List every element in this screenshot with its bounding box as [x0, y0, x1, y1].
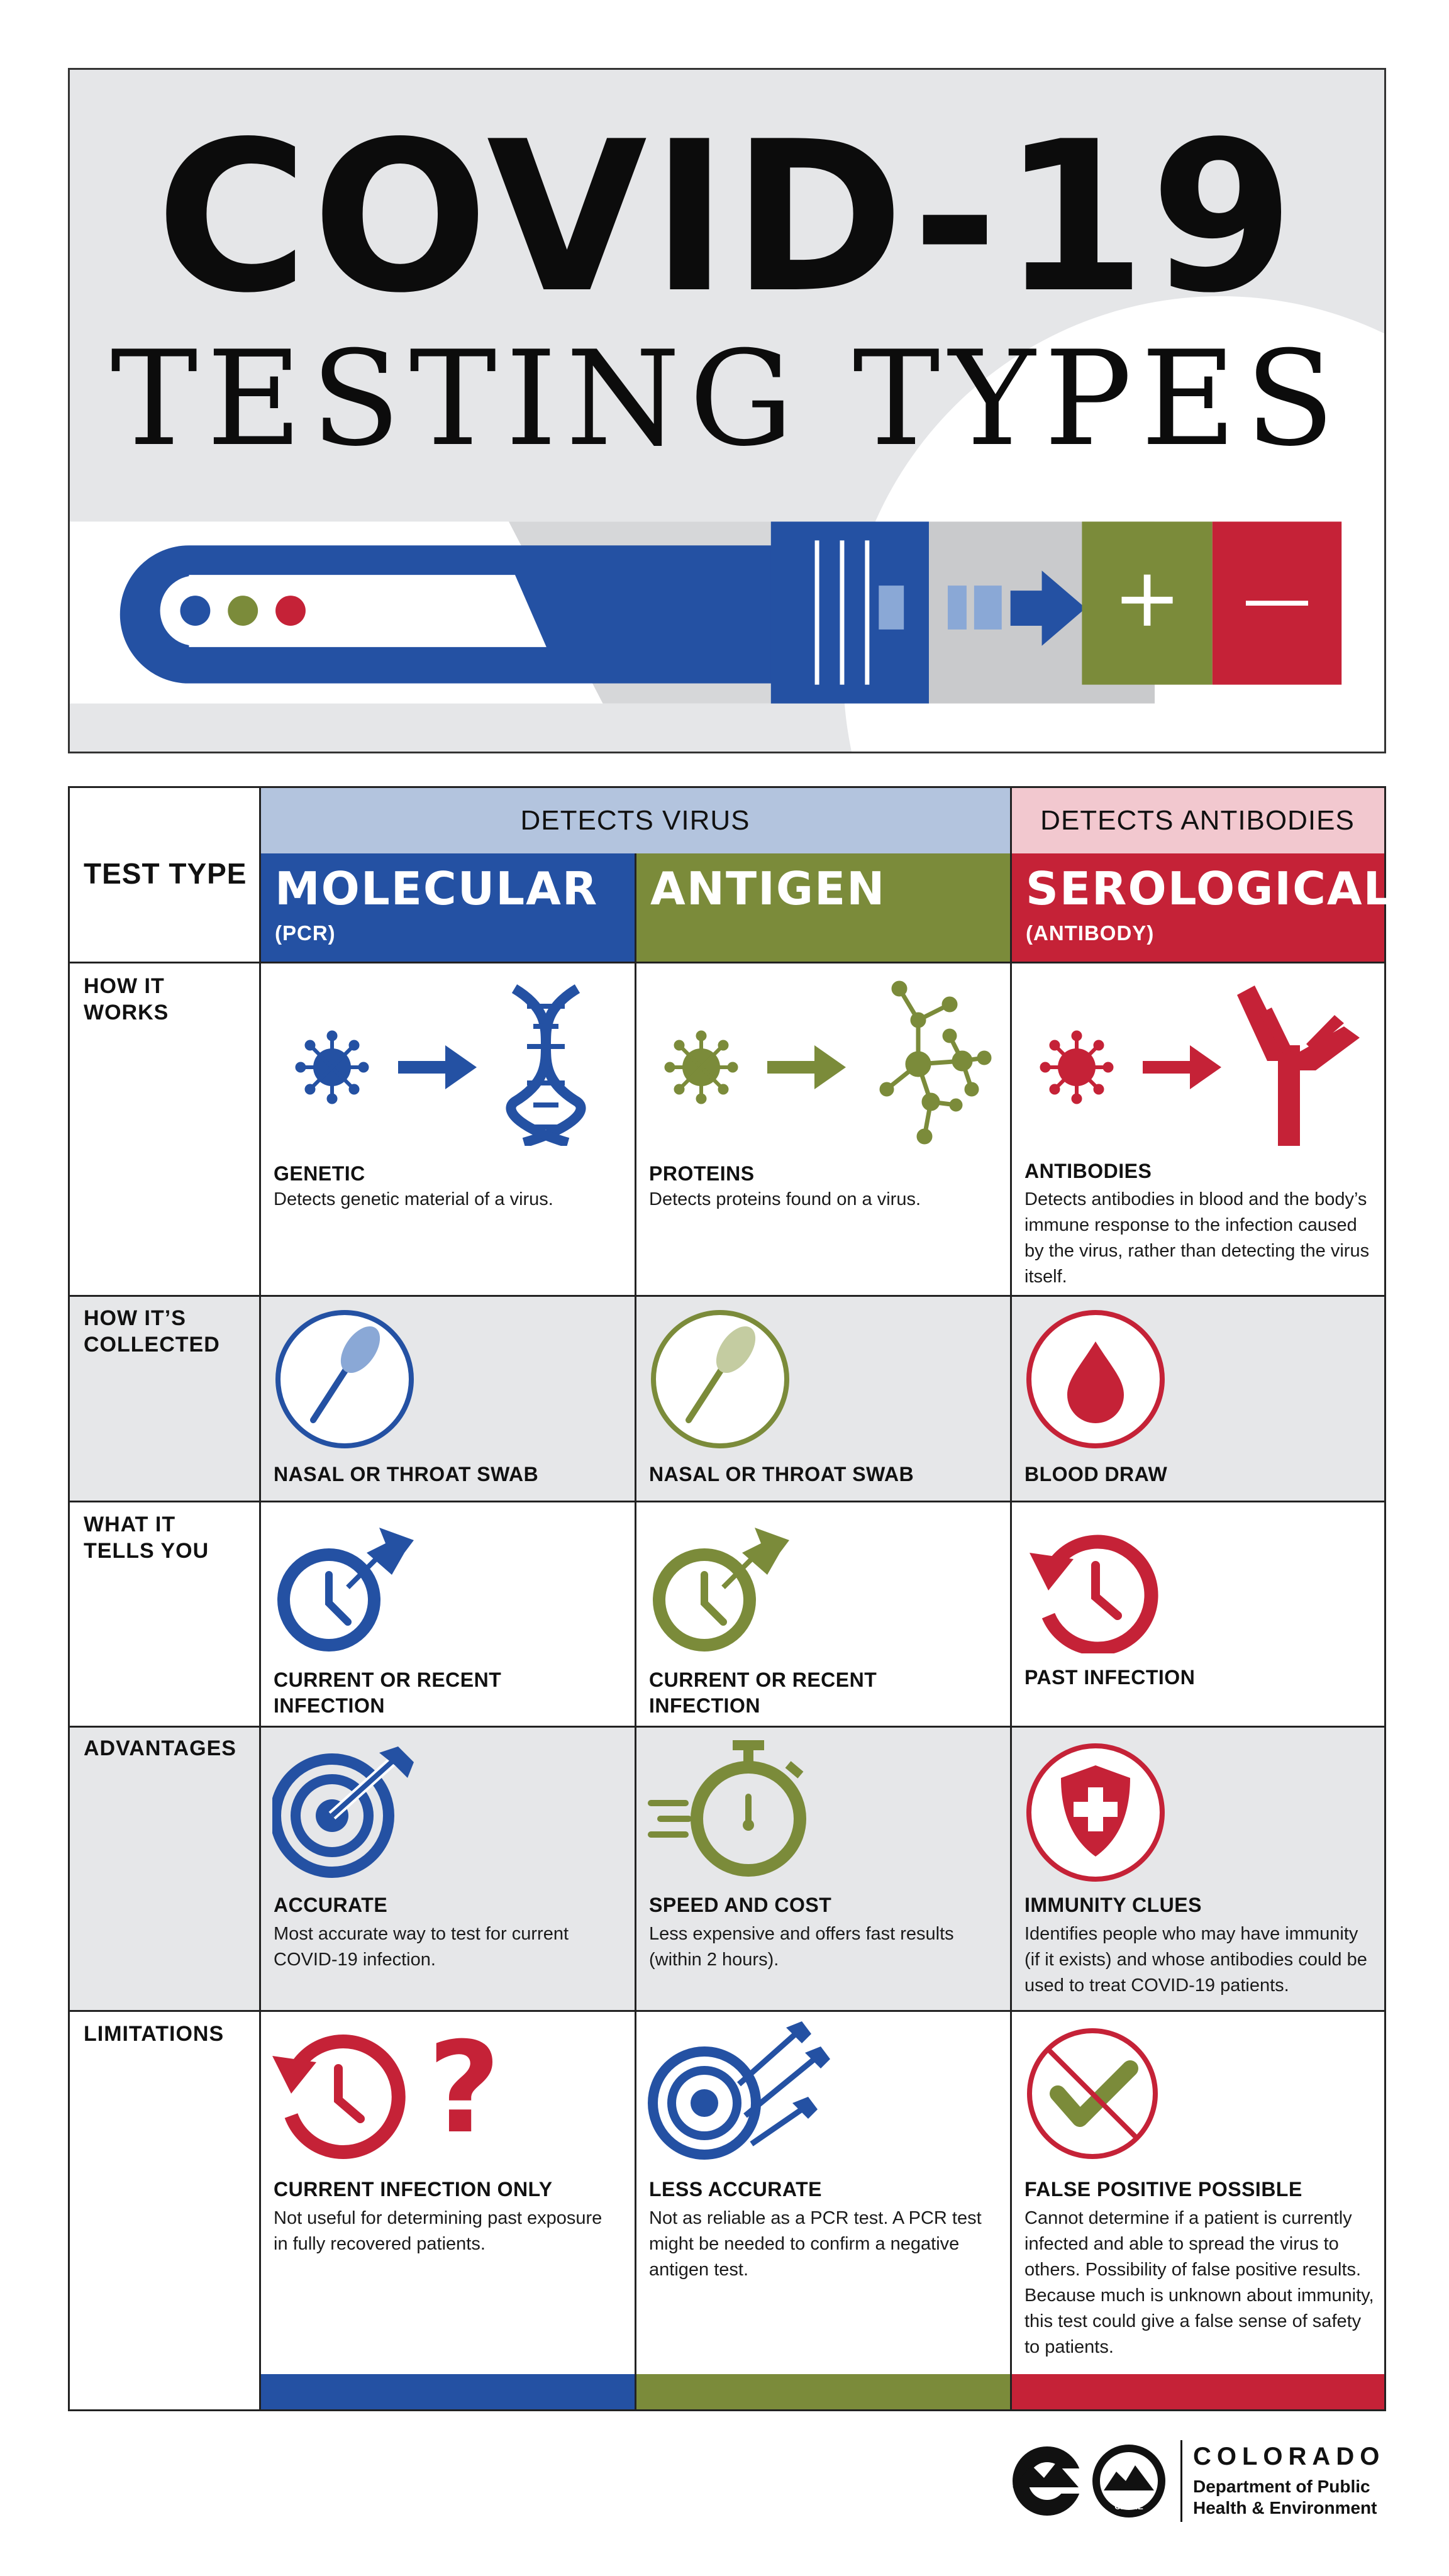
- row-label-what-it-tells: WHAT IT TELLS YOU: [84, 1513, 209, 1563]
- dept-line1: Department of Public: [1193, 2477, 1370, 2496]
- col-name: ANTIGEN: [650, 862, 886, 915]
- virus-to-antibody-icon: [1030, 976, 1369, 1146]
- cell-description: Detects proteins found on a virus.: [649, 1189, 921, 1209]
- cell-title: LESS ACCURATE: [649, 2178, 822, 2201]
- col-antigen: [635, 853, 1011, 963]
- cdphe-logo: [1009, 2440, 1387, 2522]
- cell-title: NASAL OR THROAT SWAB: [649, 1463, 914, 1485]
- cell-antigen-advantages: [635, 1728, 1011, 2010]
- detects-antibodies-label: DETECTS ANTIBODIES: [1011, 788, 1384, 853]
- header-banner: [68, 68, 1386, 753]
- swab-icon: [272, 1307, 417, 1452]
- bottom-bar-molecular: [260, 2374, 635, 2409]
- cell-serological-tells: [1011, 1502, 1384, 1726]
- col-serological: [1011, 853, 1394, 963]
- swab-icon: [648, 1307, 792, 1452]
- missed-target-icon: [645, 2021, 833, 2166]
- cell-description: Cannot determine if a patient is currently infected and able to spread the virus to others. Possibility of false positive results. Because much is unknown about immunity, this test could give a false sense of safety to patients.: [1024, 2208, 1374, 2357]
- dept-line2: Health & Environment: [1193, 2498, 1377, 2518]
- cell-description: Less expensive and offers fast results (within 2 hours).: [649, 1924, 954, 1970]
- test-strip-illustration: [70, 521, 1384, 704]
- cell-description: Identifies people who may have immunity (if it exists) and whose antibodies could be used to treat COVID-19 patients.: [1024, 1924, 1367, 1996]
- cell-description: Not useful for determining past exposure in fully recovered patients.: [274, 2208, 602, 2254]
- shield-cross-icon: [1023, 1740, 1168, 1885]
- cell-description: Detects antibodies in blood and the body’s immune response to the infection caused by the virus, rather than detecting the virus itself.: [1024, 1189, 1370, 1287]
- row-label-advantages: ADVANTAGES: [84, 1736, 236, 1760]
- colorado-c-logo-icon: [1009, 2440, 1167, 2522]
- cell-title: ANTIBODIES: [1024, 1160, 1152, 1182]
- blood-drop-icon: [1023, 1307, 1168, 1452]
- clock-back-icon: [1023, 1515, 1174, 1653]
- clock-pin-icon: [648, 1515, 799, 1653]
- cell-antigen-tells: [635, 1502, 1011, 1726]
- test-type-label: TEST TYPE: [84, 857, 247, 890]
- cell-title: NASAL OR THROAT SWAB: [274, 1463, 539, 1485]
- title-line1: COVID-19: [155, 97, 1299, 338]
- minus-sign: —: [1242, 557, 1312, 638]
- clock-question-icon: [269, 2021, 508, 2166]
- cell-title: ACCURATE: [274, 1894, 388, 1916]
- col-molecular: [260, 853, 635, 963]
- stopwatch-icon: [648, 1740, 811, 1879]
- red-dot-icon: [275, 596, 306, 626]
- cell-title: PROTEINS: [649, 1162, 755, 1185]
- cell-title: IMMUNITY CLUES: [1024, 1894, 1202, 1916]
- cell-molecular-tells: [260, 1502, 635, 1726]
- col-name: SEROLOGICAL: [1026, 862, 1394, 915]
- svg-text:?: ?: [427, 2021, 501, 2162]
- virus-to-dna-icon: [285, 976, 612, 1146]
- crossed-check-icon: [1023, 2024, 1168, 2169]
- cell-serological-advantages: [1011, 1728, 1384, 2010]
- blue-dot-icon: [180, 596, 210, 626]
- green-dot-icon: [228, 596, 258, 626]
- cell-title: CURRENT OR RECENT INFECTION: [649, 1668, 877, 1717]
- cell-serological-how-it-works: [1011, 963, 1384, 1295]
- col-sub: (ANTIBODY): [1026, 921, 1155, 945]
- cell-description: Not as reliable as a PCR test. A PCR test might be needed to confirm a negative antigen test.: [649, 2208, 982, 2280]
- cell-description: Most accurate way to test for current COVID-19 infection.: [274, 1924, 569, 1970]
- row-label-how-it-works: HOW IT WORKS: [84, 974, 169, 1024]
- target-icon: [272, 1746, 417, 1879]
- plus-sign: +: [1113, 550, 1182, 645]
- cell-title: CURRENT INFECTION ONLY: [274, 2178, 553, 2201]
- cell-molecular-collected: [260, 1297, 635, 1501]
- bottom-bar-antigen: [635, 2374, 1011, 2409]
- col-name: MOLECULAR: [275, 862, 599, 915]
- state-name: COLORADO: [1193, 2443, 1385, 2470]
- virus-to-protein-icon: [654, 976, 994, 1146]
- cell-antigen-collected: [635, 1297, 1011, 1501]
- svg-text:CDPHE: CDPHE: [1114, 2502, 1143, 2511]
- cell-title: CURRENT OR RECENT INFECTION: [274, 1668, 502, 1717]
- testing-comparison-table: [68, 786, 1394, 2411]
- cell-title: GENETIC: [274, 1162, 365, 1185]
- cell-serological-collected: [1011, 1297, 1384, 1501]
- row-label-limitations: LIMITATIONS: [84, 2022, 225, 2046]
- cell-title: PAST INFECTION: [1024, 1666, 1196, 1689]
- cell-title: BLOOD DRAW: [1024, 1463, 1168, 1485]
- col-sub: (PCR): [275, 921, 336, 945]
- cell-title: FALSE POSITIVE POSSIBLE: [1024, 2178, 1302, 2201]
- cell-serological-limitations: [1011, 2012, 1384, 2374]
- clock-pin-icon: [272, 1515, 423, 1653]
- cell-molecular-advantages: [260, 1728, 635, 2010]
- cell-title: SPEED AND COST: [649, 1894, 832, 1916]
- cell-molecular-how-it-works: [260, 963, 635, 1295]
- cell-antigen-how-it-works: [635, 963, 1011, 1295]
- cell-molecular-limitations: [260, 2012, 635, 2374]
- title-line2: TESTING TYPES: [110, 323, 1344, 475]
- cell-description: Detects genetic material of a virus.: [274, 1189, 553, 1209]
- row-label-how-collected: HOW IT’S COLLECTED: [84, 1306, 220, 1357]
- cell-antigen-limitations: [635, 2012, 1011, 2374]
- detects-virus-label: DETECTS VIRUS: [260, 788, 1011, 853]
- bottom-bar-serological: [1011, 2374, 1384, 2409]
